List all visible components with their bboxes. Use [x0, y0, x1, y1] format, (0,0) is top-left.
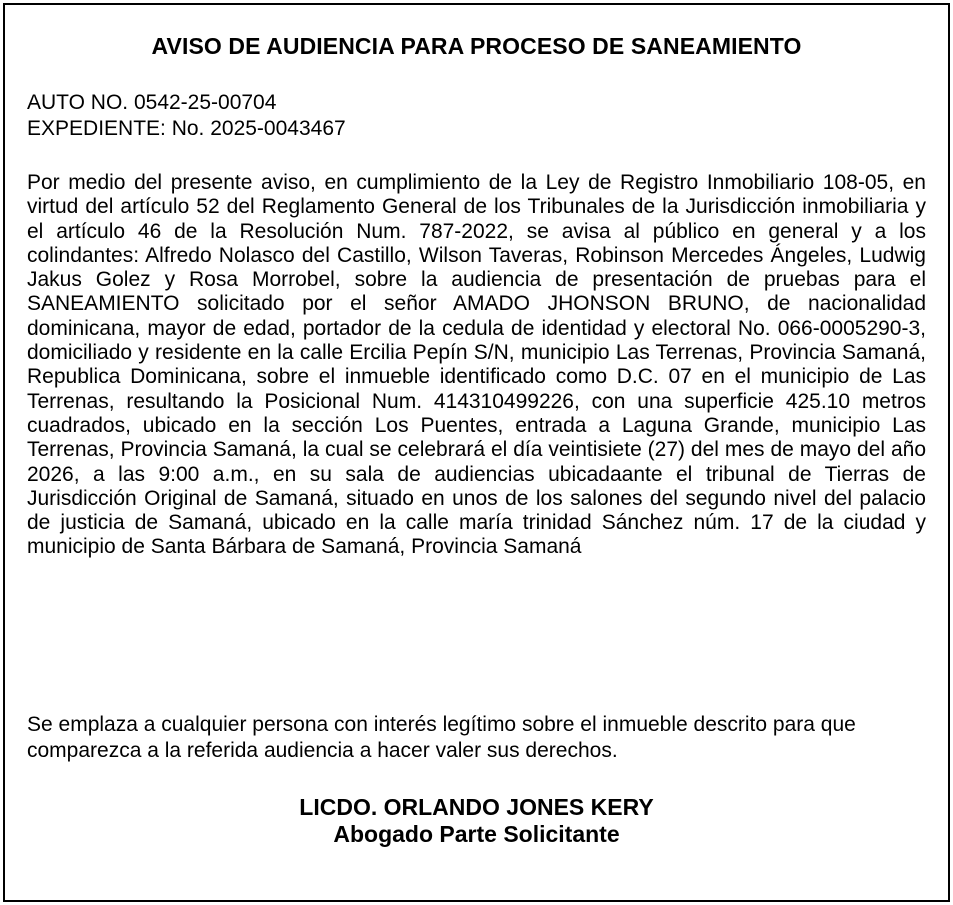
signatory-name: LICDO. ORLANDO JONES KERY — [299, 794, 654, 820]
signatory-role: Abogado Parte Solicitante — [333, 821, 620, 847]
legal-notice-box — [3, 3, 950, 902]
notice-title: AVISO DE AUDIENCIA PARA PROCESO DE SANEAMIENTO — [151, 33, 802, 59]
summons-paragraph: Se emplaza a cualquier persona con interés legítimo sobre el inmueble descrito para que comparezca a la referida audiencia a hacer valer sus derechos. — [27, 713, 856, 762]
notice-body: Por medio del presente aviso, en cumplimiento de la Ley de Registro Inmobiliario 108-05, en virtud del artículo 52 del Reglamento General de los Tribunales de la Jurisdicción inmobiliaria y el artículo 46 de la Resolución Num. 787-2022, se avisa al público en general y a los colindantes: Alfredo Nolasco del Castillo, Wilson Taveras, Robinson Mercedes Ángeles, Ludwig Jakus Golez y Rosa Morrobel, sobre la audiencia de presentación de pruebas para el SANEAMIENTO solicitado por el señor AMADO JHONSON BRUNO, de nacionalidad dominicana, mayor de edad, portador de la cedula de identidad y electoral No. 066-0005290-3, domiciliado y residente en la calle Ercilia Pepín S/N, municipio Las Terrenas, Provincia Samaná, Republica Dominicana, sobre el inmueble identificado como D.C. 07 en el municipio de Las Terrenas, resultando la Posicional Num. 414310499226, con una superficie 425.10 metros cuadrados, ubicado en la sección Los Puentes, entrada a Laguna Grande, municipio Las Terrenas, Provincia Samaná, la cual se celebrará el día veintisiete (27) del mes de mayo del año 2026, a las 9:00 a.m., en su sala de audiencias ubicadaante el tribunal de Tierras de Jurisdicción Original de Samaná, situado en unos de los salones del segundo nivel del palacio de justicia de Samaná, ubicado en la calle maría trinidad Sánchez núm. 17 de la ciudad y municipio de Santa Bárbara de Samaná, Provincia Samaná — [27, 171, 926, 559]
expediente-number: EXPEDIENTE: No. 2025-0043467 — [27, 117, 346, 140]
auto-number: AUTO NO. 0542-25-00704 — [27, 91, 277, 114]
